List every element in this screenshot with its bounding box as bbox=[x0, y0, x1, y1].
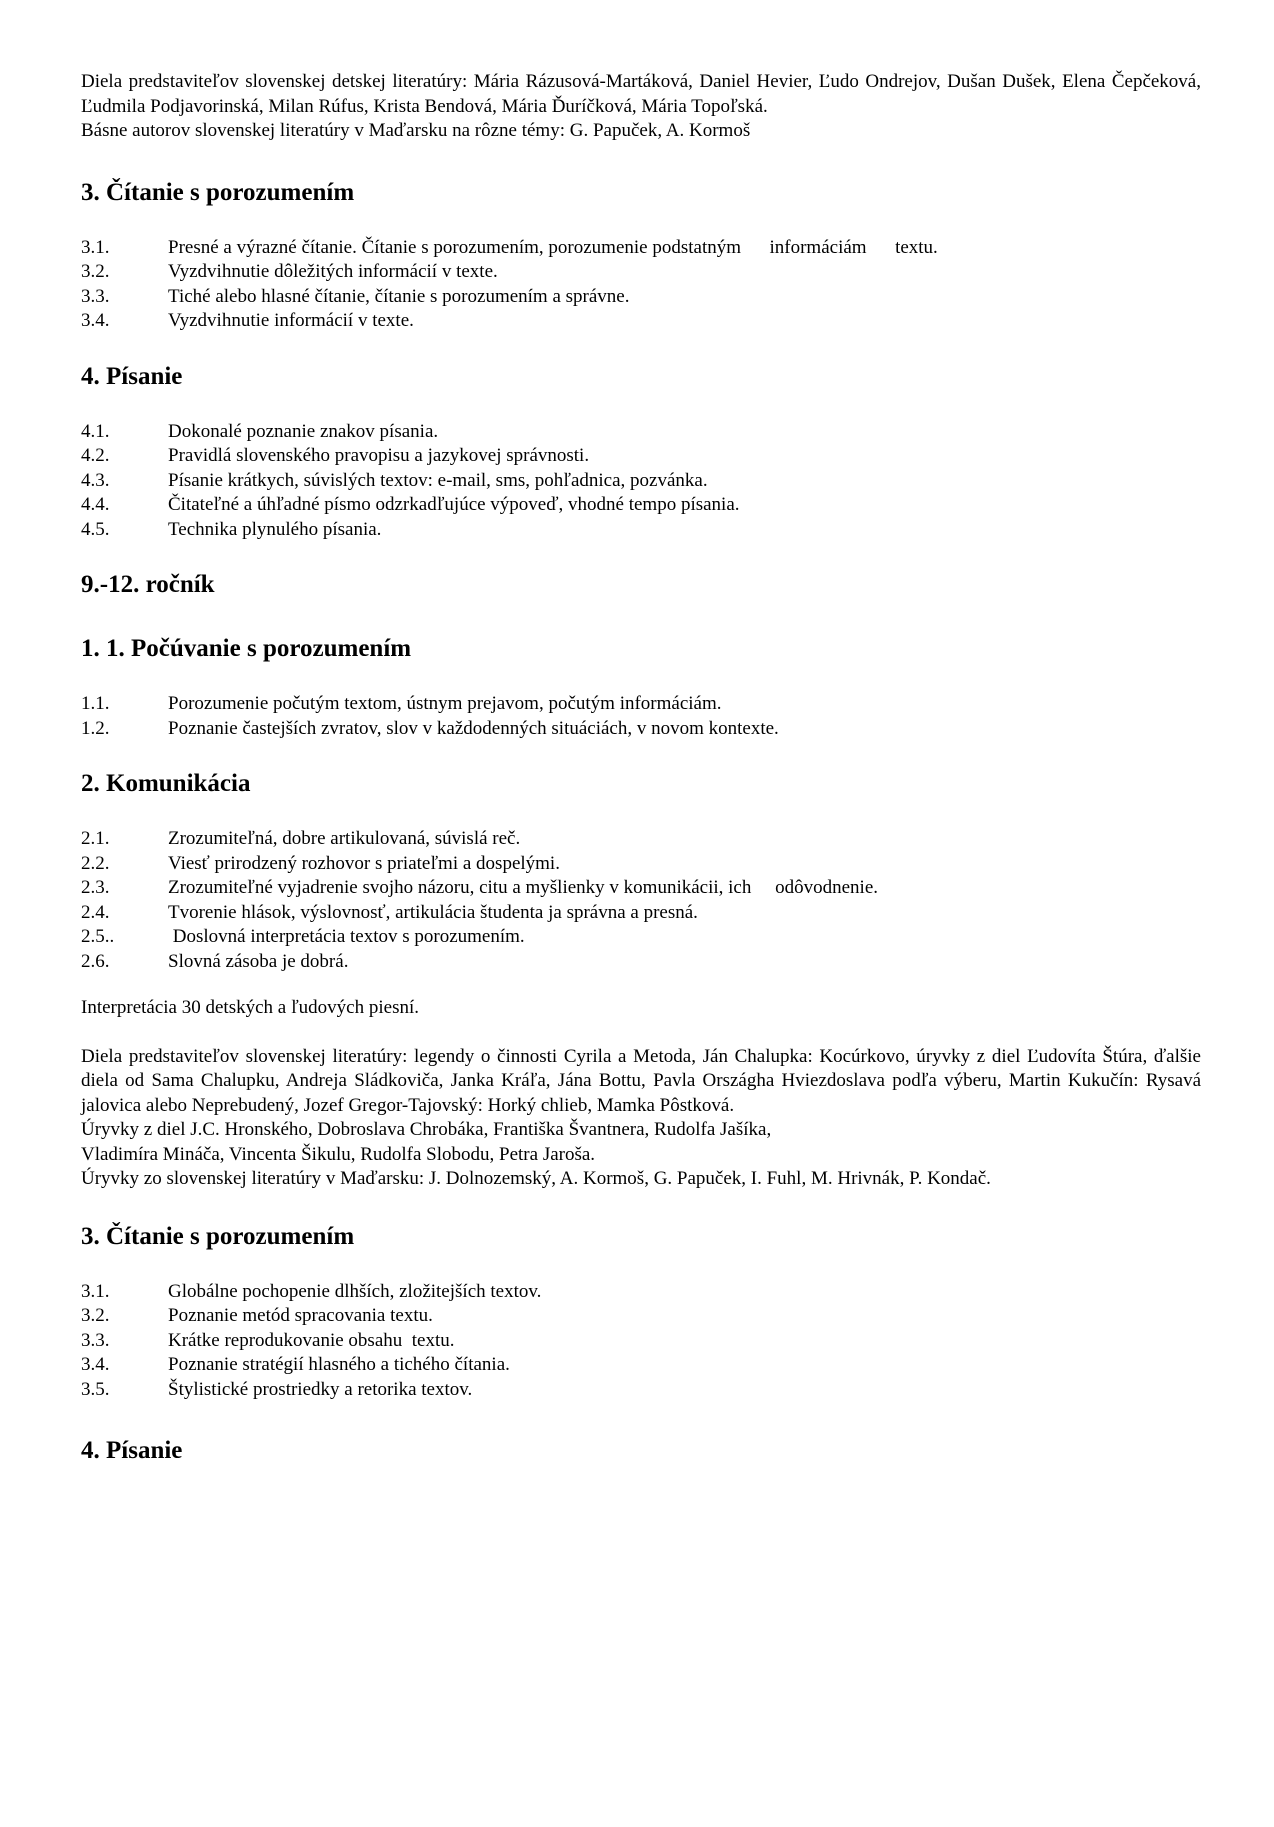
list-item: 2.6. Slovná zásoba je dobrá. bbox=[81, 950, 349, 972]
interpretation-paragraph: Interpretácia 30 detských a ľudových piesní. bbox=[81, 997, 419, 1018]
list-item: 3.3. Krátke reprodukovanie obsahu textu. bbox=[81, 1329, 455, 1351]
list-item: 2.1. Zrozumiteľná, dobre artikulovaná, súvislá reč. bbox=[81, 828, 521, 849]
list-item: 3.2. Poznanie metód spracovania textu. bbox=[81, 1305, 433, 1326]
list-item: 4.3. Písanie krátkych, súvislých textov: e-mail, sms, pohľadnica, pozvánka. bbox=[81, 469, 708, 491]
list-komunikacia bbox=[81, 827, 1201, 974]
authors-paragraph: Diela predstaviteľov slovenskej detskej literatúry: Mária Rázusová-Martáková, Daniel Hevier, Ľudo Ondrejov, Dušan Dušek, Elena Čepčeková, Ľudmila Podjavorinská, Milan Rúfus, Krista Bendová, Mária Ďuríčková, Mária Topoľská. bbox=[81, 71, 1201, 117]
list-item: 4.1. Dokonalé poznanie znakov písania. bbox=[81, 420, 439, 442]
heading-pisanie-2: 4. Písanie bbox=[81, 1437, 183, 1464]
heading-pisanie-1: 4. Písanie bbox=[81, 362, 183, 390]
literature-paragraph: Diela predstaviteľov slovenskej literatúry: legendy o činnosti Cyrila a Metoda, Ján Chalupka: Kocúrkovo, úryvky z diel Ľudovíta Štúra, ďalšie diela od Sama Chalupku, Andreja Sládkoviča, Janka Kráľa, Jána Bottu, Pavla Országha Hviezdoslava podľa výberu, Martin Kukučín: Rysavá jalovica alebo Neprebudený, Jozef Gregor-Tajovský: Horký chlieb, Mamka Pôstková. bbox=[81, 1045, 1201, 1116]
list-item: 1.2. Poznanie častejších zvratov, slov v každodenných situáciách, v novom kontexte. bbox=[81, 717, 779, 739]
list-item: 3.4. Vyzdvihnutie informácií v texte. bbox=[81, 310, 414, 331]
list-item: 3.2. Vyzdvihnutie dôležitých informácií v texte. bbox=[81, 261, 498, 282]
list-item: 2.2. Viesť prirodzený rozhovor s priateľmi a dospelými. bbox=[81, 852, 560, 874]
heading-citanie-2: 3. Čítanie s porozumením bbox=[81, 1222, 355, 1250]
heading-komunikacia: 2. Komunikácia bbox=[81, 770, 251, 797]
excerpts-line-2: Vladimíra Mináča, Vincenta Šikulu, Rudolfa Slobodu, Petra Jaroša. bbox=[81, 1143, 596, 1165]
list-item: 3.5. Štylistické prostriedky a retorika textov. bbox=[81, 1378, 473, 1400]
excerpts-line-1: Úryvky z diel J.C. Hronského, Dobroslava Chrobáka, Františka Švantnera, Rudolfa Jašíka, bbox=[81, 1119, 772, 1140]
list-item: 2.5.. Doslovná interpretácia textov s porozumením. bbox=[81, 926, 525, 947]
heading-pocuvanie: 1. 1. Počúvanie s porozumením bbox=[81, 635, 412, 662]
list-item: 4.5. Technika plynulého písania. bbox=[81, 518, 382, 540]
list-pocuvanie bbox=[81, 692, 1201, 741]
poems-paragraph: Básne autorov slovenskej literatúry v Maďarsku na rôzne témy: G. Papuček, A. Kormoš bbox=[81, 120, 751, 141]
list-item: 4.2. Pravidlá slovenského pravopisu a jazykovej správnosti. bbox=[81, 445, 590, 466]
list-item: 2.4. Tvorenie hlások, výslovnosť, artikulácia študenta ja správna a presná. bbox=[81, 901, 698, 923]
list-item: 3.1. Globálne pochopenie dlhších, zložitejších textov. bbox=[81, 1280, 542, 1302]
list-item: 3.1. Presné a výrazné čítanie. Čítanie s porozumením, porozumenie podstatným informáciám textu. bbox=[81, 236, 938, 258]
list-item: 4.4. Čitateľné a úhľadné písmo odzrkadľujúce výpoveď, vhodné tempo písania. bbox=[81, 494, 740, 515]
document-page bbox=[81, 70, 1201, 1466]
list-pisanie-1 bbox=[81, 420, 1201, 543]
list-item: 1.1. Porozumenie počutým textom, ústnym prejavom, počutým informáciám. bbox=[81, 693, 722, 714]
list-citanie-1 bbox=[81, 236, 1201, 334]
list-item: 2.3. Zrozumiteľné vyjadrenie svojho názoru, citu a myšlienky v komunikácii, ich odôvodnenie. bbox=[81, 877, 879, 898]
list-item: 3.3. Tiché alebo hlasné čítanie, čítanie s porozumením a správne. bbox=[81, 285, 630, 307]
grade-heading: 9.-12. ročník bbox=[81, 571, 215, 598]
list-item: 3.4. Poznanie stratégií hlasného a tichého čítania. bbox=[81, 1354, 510, 1375]
heading-citanie-1: 3. Čítanie s porozumením bbox=[81, 178, 355, 206]
list-citanie-2 bbox=[81, 1280, 1201, 1403]
hungary-paragraph: Úryvky zo slovenskej literatúry v Maďarsku: J. Dolnozemský, A. Kormoš, G. Papuček, I. Fuhl, M. Hrivnák, P. Kondač. bbox=[81, 1168, 991, 1189]
